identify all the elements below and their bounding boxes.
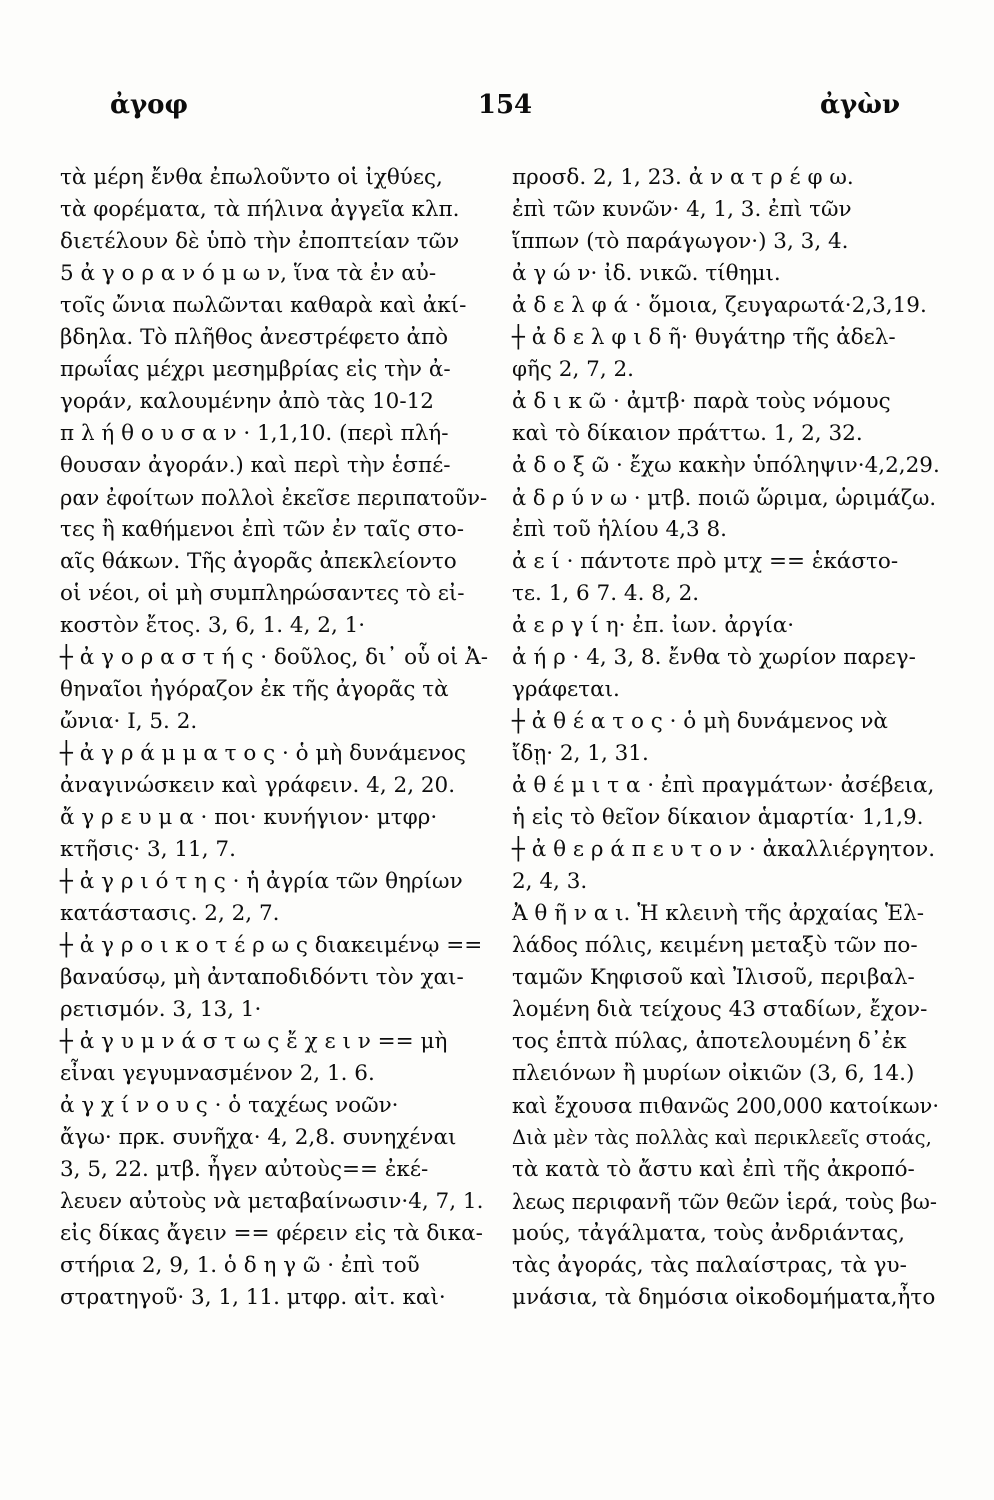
- text-line: οἱ νέοι, οἱ μὴ συμπληρώσαντες τὸ εἰ-: [60, 581, 465, 606]
- text-line: κτῆσις· 3, 11, 7.: [60, 837, 236, 862]
- text-line: μούς, τἀγάλματα, τοὺς ἀνδριάντας,: [512, 1221, 905, 1246]
- text-line: καὶ τὸ δίκαιον πράττω. 1, 2, 32.: [512, 421, 863, 446]
- text-line: 2, 4, 3.: [512, 869, 588, 894]
- text-line: ┼ ἀ γ ρ ο ι κ ο τ έ ρ ω ς διακειμένῳ ==: [60, 933, 483, 958]
- text-line: ρετισμόν. 3, 13, 1·: [60, 997, 262, 1022]
- text-line: ┼ ἀ θ έ α τ ο ς · ὁ μὴ δυνάμενος νὰ: [512, 709, 888, 734]
- text-line: ἀ δ ρ ύ ν ω · μτβ. ποιῶ ὥριμα, ὡριμάζω.: [512, 486, 937, 510]
- text-line: τὰς ἀγοράς, τὰς παλαίστρας, τὰ γυ-: [512, 1253, 907, 1278]
- text-line: Διὰ μὲν τὰς πολλὰς καὶ περικλεεῖς στοάς,: [512, 1126, 932, 1149]
- text-line: μνάσια, τὰ δημόσια οἰκοδομήματα,ἦτο: [512, 1285, 936, 1310]
- text-line: ἀ δ ι κ ῶ · ἀμτβ· παρὰ τοὺς νόμους: [512, 389, 891, 414]
- text-line: γοράν, καλουμένην ἀπὸ τὰς 10-12: [60, 389, 434, 414]
- text-line: ἀ δ ο ξ ῶ · ἔχω κακὴν ὑπόληψιν·4,2,29.: [512, 453, 940, 478]
- text-line: τος ἑπτὰ πύλας, ἀποτελουμένη δ᾽ἐκ: [512, 1029, 907, 1054]
- text-line: εἶναι γεγυμνασμένον 2, 1. 6.: [60, 1061, 375, 1086]
- text-line: ἄ γ ρ ε υ μ α · ποι· κυνήγιον· μτφρ·: [60, 805, 438, 830]
- text-line: φῆς 2, 7, 2.: [512, 357, 635, 382]
- text-line: ἀ θ έ μ ι τ α · ἐπὶ πραγμάτων· ἀσέβεια,: [512, 773, 935, 798]
- text-line: ┼ ἀ γ ο ρ α σ τ ή ς · δοῦλος, δι᾽ οὗ οἱ Ἀ-: [60, 645, 488, 670]
- text-line: κοστὸν ἔτος. 3, 6, 1. 4, 2, 1·: [60, 613, 366, 638]
- text-line: εἰς δίκας ἄγειν == φέρειν εἰς τὰ δικα-: [60, 1221, 483, 1246]
- text-line: θηναῖοι ἠγόραζον ἐκ τῆς ἀγορᾶς τὰ: [60, 677, 449, 702]
- text-line: κατάστασις. 2, 2, 7.: [60, 901, 280, 926]
- text-line: ἀ γ ώ ν· ἰδ. νικῶ. τίθημι.: [512, 261, 781, 286]
- text-line: τὰ κατὰ τὸ ἄστυ καὶ ἐπὶ τῆς ἀκροπό-: [512, 1157, 915, 1182]
- text-line: λάδος πόλις, κειμένη μεταξὺ τῶν πο-: [512, 933, 918, 958]
- text-line: αῖς θάκων. Τῆς ἀγορᾶς ἀπεκλείοντο: [60, 549, 457, 574]
- header-left-guideword: ἀγοφ: [110, 90, 189, 120]
- header-right-guideword: ἀγὼν: [820, 90, 900, 120]
- text-line: ἐπὶ τῶν κυνῶν· 4, 1, 3. ἐπὶ τῶν: [512, 197, 852, 222]
- text-line: π λ ή θ ο υ σ α ν · 1,1,10. (περὶ πλή-: [60, 421, 449, 446]
- text-line: τοῖς ὤνια πωλῶνται καθαρὰ καὶ ἀκί-: [60, 293, 467, 318]
- page-number: 154: [477, 90, 533, 120]
- text-line: ἀ δ ε λ φ ά · ὅμοια, ζευγαρωτά·2,3,19.: [512, 293, 927, 318]
- text-line: ┼ ἀ γ υ μ ν ά σ τ ω ς ἔ χ ε ι ν == μὴ: [60, 1029, 448, 1054]
- text-line: στήρια 2, 9, 1. ὁ δ η γ ῶ · ἐπὶ τοῦ: [60, 1253, 420, 1278]
- text-line: λεως περιφανῆ τῶν θεῶν ἱερά, τοὺς βω-: [512, 1190, 938, 1214]
- text-line: ἴδῃ· 2, 1, 31.: [512, 741, 649, 766]
- text-line: βαναύσῳ, μὴ ἀνταποδιδόντι τὸν χαι-: [60, 965, 464, 990]
- page-header: [110, 90, 900, 130]
- text-line: διετέλουν δὲ ὑπὸ τὴν ἐποπτείαν τῶν: [60, 229, 460, 254]
- text-line: θουσαν ἀγοράν.) καὶ περὶ τὴν ἑσπέ-: [60, 453, 451, 478]
- text-line: στρατηγοῦ· 3, 1, 11. μτφρ. αἰτ. καὶ·: [60, 1285, 446, 1310]
- text-line: ἀ γ χ ί ν ο υ ς · ὁ ταχέως νοῶν·: [60, 1093, 399, 1118]
- text-line: ἐπὶ τοῦ ἡλίου 4,3 8.: [512, 517, 727, 542]
- text-line: ┼ ἀ γ ρ ι ό τ η ς · ἡ ἀγρία τῶν θηρίων: [60, 869, 463, 894]
- text-line: λευεν αὐτοὺς νὰ μεταβαίνωσιν·4, 7, 1.: [60, 1189, 484, 1214]
- text-line: ἀ ε ί · πάντοτε πρὸ μτχ == ἑκάστο-: [512, 549, 899, 574]
- text-line: ραν ἐφοίτων πολλοὶ ἐκεῖσε περιπατοῦν-: [60, 486, 488, 510]
- text-line: τες ἢ καθήμενοι ἐπὶ τῶν ἐν ταῖς στο-: [60, 517, 464, 542]
- text-line: 3, 5, 22. μτβ. ἦγεν αὐτοὺς== ἐκέ-: [60, 1157, 429, 1182]
- left-column: [60, 162, 490, 1314]
- text-line: καὶ ἔχουσα πιθανῶς 200,000 κατοίκων·: [512, 1094, 940, 1118]
- text-line: ┼ ἀ θ ε ρ ά π ε υ τ ο ν · ἀκαλλιέργητον.: [512, 837, 936, 862]
- text-line: γράφεται.: [512, 677, 620, 702]
- text-line: 5 ἀ γ ο ρ α ν ό μ ω ν, ἵνα τὰ ἐν αὐ-: [60, 261, 437, 286]
- text-line: ἡ εἰς τὸ θεῖον δίκαιον ἁμαρτία· 1,1,9.: [512, 805, 924, 830]
- text-line: ┼ ἀ δ ε λ φ ι δ ῆ· θυγάτηρ τῆς ἀδελ-: [512, 325, 896, 350]
- text-line: ἀναγινώσκειν καὶ γράφειν. 4, 2, 20.: [60, 773, 456, 798]
- text-line: προσδ. 2, 1, 23. ἀ ν α τ ρ έ φ ω.: [512, 165, 854, 190]
- text-line: τὰ μέρη ἔνθα ἐπωλοῦντο οἱ ἰχθύες,: [60, 165, 443, 190]
- text-line: πρωΐας μέχρι μεσημβρίας εἰς τὴν ἀ-: [60, 357, 451, 382]
- text-line: ἄγω· πρκ. συνῆχα· 4, 2,8. συνηχέναι: [60, 1125, 457, 1150]
- right-column: [512, 162, 942, 1314]
- text-line: ἀ ε ρ γ ί η· ἐπ. ἰων. ἀργία·: [512, 613, 795, 638]
- text-line: ἀ ή ρ · 4, 3, 8. ἔνθα τὸ χωρίον παρεγ-: [512, 645, 916, 670]
- text-line: βδηλα. Τὸ πλῆθος ἀνεστρέφετο ἀπὸ: [60, 325, 449, 350]
- text-line: ἵππων (τὸ παράγωγον·) 3, 3, 4.: [512, 229, 849, 254]
- text-line: πλειόνων ἢ μυρίων οἰκιῶν (3, 6, 14.): [512, 1061, 915, 1086]
- text-line: τε. 1, 6 7. 4. 8, 2.: [512, 581, 700, 606]
- text-line: ┼ ἀ γ ρ ά μ μ α τ ο ς · ὁ μὴ δυνάμενος: [60, 741, 466, 766]
- text-line: τὰ φορέματα, τὰ πήλινα ἀγγεῖα κλπ.: [60, 197, 460, 222]
- text-line: ταμῶν Κηφισοῦ καὶ Ἰλισοῦ, περιβαλ-: [512, 965, 915, 990]
- text-line: Ἀ θ ῆ ν α ι. Ἡ κλεινὴ τῆς ἀρχαίας Ἑλ-: [512, 901, 924, 926]
- text-line: ὤνια· I, 5. 2.: [60, 709, 198, 734]
- text-line: λομένη διὰ τείχους 43 σταδίων, ἔχον-: [512, 997, 928, 1022]
